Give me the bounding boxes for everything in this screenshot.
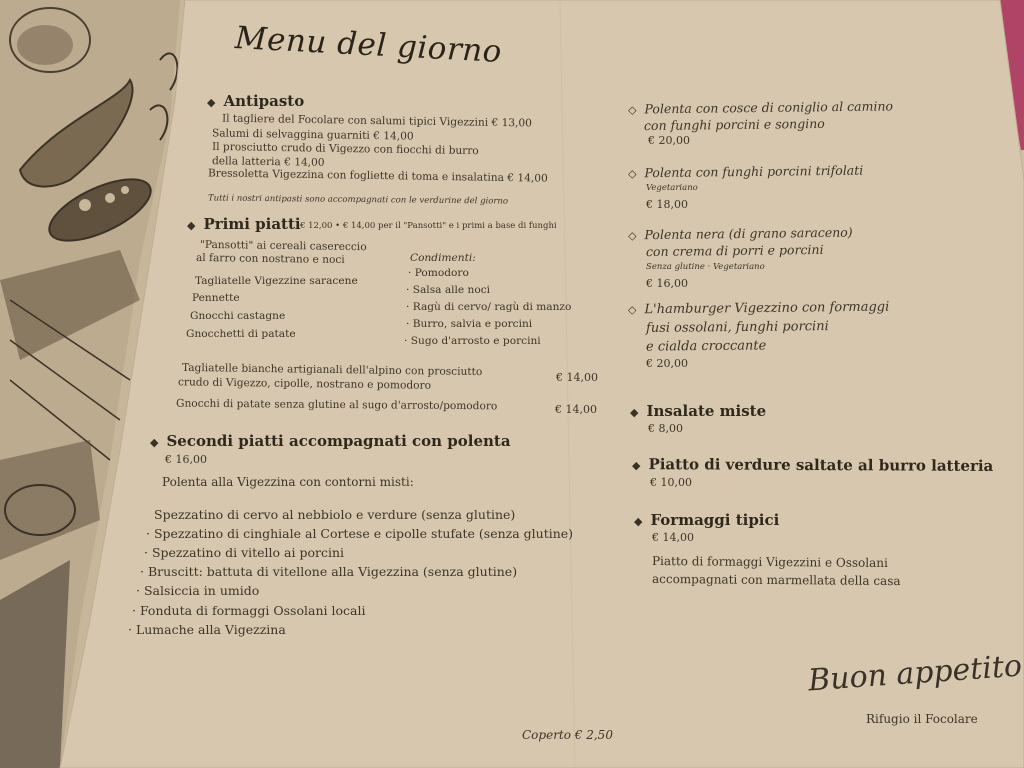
polenta-item: ◇ L'hamburger Vigezzino con formaggi [627,299,890,318]
formaggi-heading: ◆ Formaggi tipici [634,511,780,529]
secondi-item: · Salsiccia in umido [136,583,260,598]
polenta-note: Senza glutine · Vegetariano [646,262,765,272]
secondi-item: · Spezzatino di cinghiale al Cortese e cipolle stufate (senza glutine) [146,526,574,541]
antipasto-item: Salumi di selvaggina guarniti € 14,00 [211,127,414,143]
diamond-icon: ◇ [627,167,637,181]
secondi-item: · Spezzatino di vitello ai porcini [144,545,345,560]
menu-title: Menu del giorno [234,20,503,70]
condimento-item: · Ragù di cervo/ ragù di manzo [406,301,572,313]
primi-extra-item: Gnocchi di patate senza glutine al sugo d'arrosto/pomodoro [175,397,498,413]
diamond-icon: ◇ [627,229,637,243]
polenta-item-line: con funghi porcini e songino [643,115,825,134]
secondi-heading: ◆ Secondi piatti accompagnati con polenta [150,432,511,450]
primi-extra-price: € 14,00 [555,403,597,416]
polenta-price: € 20,00 [648,134,690,147]
antipasto-note: Tutti i nostri antipasti sono accompagnati con le verdurine del giorno [207,193,509,207]
secondi-item: · Bruscitt: battuta di vitellone alla Vigezzina (senza glutine) [140,564,518,579]
primi-extra-price: € 14,00 [556,371,598,384]
primi-price-note: € 12,00 • € 14,00 per il "Pansotti" e i primi a base di funghi [300,221,557,231]
verdure-heading: ◆ Piatto di verdure saltate al burro latteria [631,455,994,475]
pasta-item: Pennette [192,292,240,304]
bullet-icon: ◆ [630,406,639,419]
coperto: Coperto € 2,50 [522,728,613,742]
polenta-item-line: fusi ossolani, funghi porcini [645,319,829,336]
condimento-item: · Burro, salvia e porcini [406,318,533,330]
pasta-item: Gnocchetti di patate [186,328,296,340]
formaggi-desc: accompagnati con marmellata della casa [651,571,901,589]
polenta-note: Vegetariano [646,183,698,193]
polenta-item-line: con crema di porri e porcini [645,241,824,260]
condimento-item: · Salsa alle noci [406,284,491,296]
formaggi-price: € 14,00 [652,531,694,544]
pasta-item: Gnocchi castagne [190,310,286,322]
polenta-item: ◇ Polenta con cosce di coniglio al camino [627,98,894,117]
primi-extra-item: crudo di Vigezzo, cipolle, nostrano e pomodoro [177,376,432,392]
antipasto-item: Il prosciutto crudo di Vigezzo con fiocchi di burro [211,140,479,158]
condimenti-label: Condimenti: [410,252,476,264]
polenta-price: € 18,00 [646,198,688,211]
bullet-icon: ◆ [207,96,216,109]
antipasto-heading: ◆ Antipasto [207,92,305,110]
verdure-price: € 10,00 [650,476,692,489]
antipasto-item: Bressoletta Vigezzina con fogliette di toma e insalatina € 14,00 [207,167,548,185]
pasta-item: al farro con nostrano e noci [195,251,345,267]
formaggi-desc: Piatto di formaggi Vigezzini e Ossolani [651,553,888,571]
secondi-item: Spezzatino di cervo al nebbiolo e verdure (senza glutine) [154,507,516,522]
pasta-item: "Pansotti" ai cereali casereccio [199,238,367,254]
condimento-item: · Sugo d'arrosto e porcini [404,335,541,347]
antipasto-item: Il tagliere del Focolare con salumi tipici Vigezzini € 13,00 [221,112,533,130]
polenta-price: € 16,00 [646,277,688,290]
polenta-item-line: e cialda croccante [645,338,767,355]
insalate-heading: ◆ Insalate miste [630,402,767,420]
secondi-item: · Fonduta di formaggi Ossolani locali [132,603,366,618]
primi-extra-item: Tagliatelle bianche artigianali dell'alpino con prosciutto [181,361,483,379]
antipasto-item: della latteria € 14,00 [211,155,325,169]
insalate-price: € 8,00 [648,422,683,435]
primi-heading: ◆ Primi piatti [187,215,301,233]
bullet-icon: ◆ [634,515,643,528]
polenta-item: ◇ Polenta con funghi porcini trifolati [627,162,864,181]
secondi-intro: Polenta alla Vigezzina con contorni misti: [162,475,414,489]
diamond-icon: ◇ [627,303,637,317]
secondi-price: € 16,00 [165,453,207,466]
polenta-price: € 20,00 [646,357,688,370]
bullet-icon: ◆ [150,436,159,449]
restaurant-signature: Rifugio il Focolare [866,712,978,726]
diamond-icon: ◇ [627,103,637,117]
bullet-icon: ◆ [187,219,196,232]
secondi-item: · Lumache alla Vigezzina [128,622,286,637]
condimento-item: · Pomodoro [408,267,469,279]
pasta-item: Tagliatelle Vigezzine saracene [195,275,358,287]
closing-greeting: Buon appetito [807,648,1024,699]
bullet-icon: ◆ [631,459,641,473]
polenta-item: ◇ Polenta nera (di grano saraceno) [627,224,853,243]
